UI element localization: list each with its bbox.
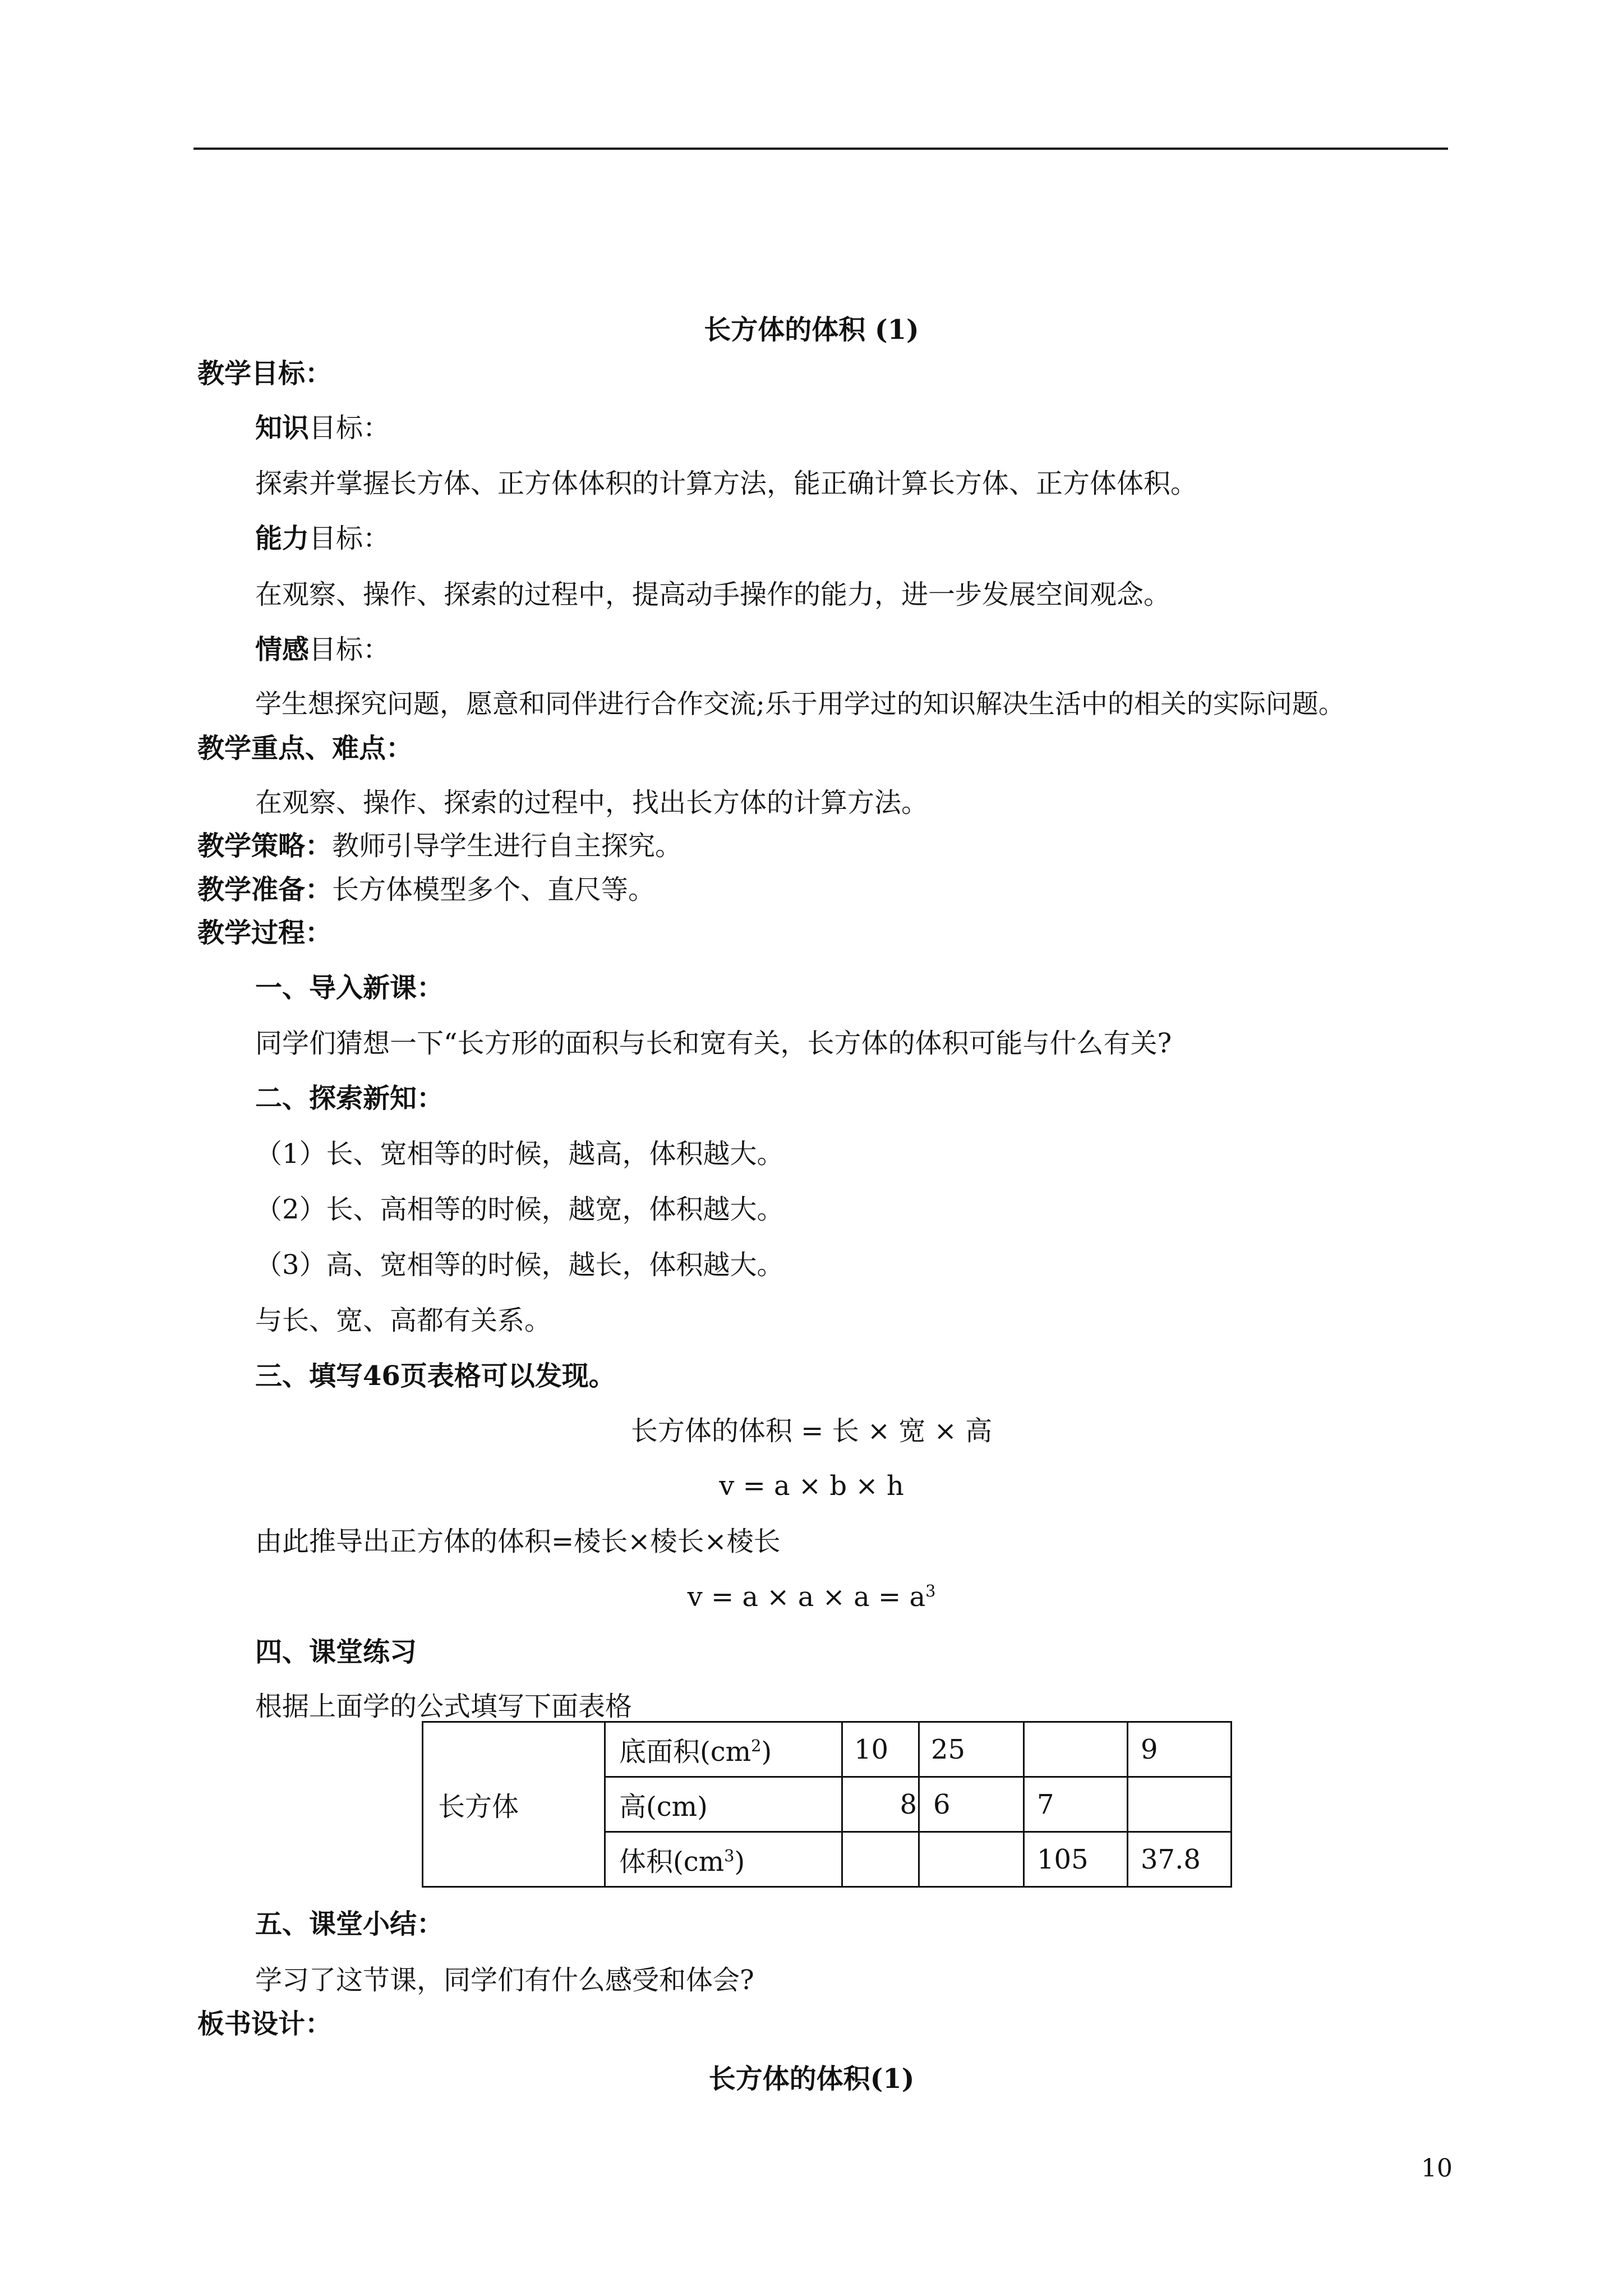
knowledge-suffix: 目标： bbox=[309, 412, 390, 444]
strategy-label: 教学策略： bbox=[197, 830, 333, 862]
ability-heading bbox=[255, 522, 390, 555]
prep-text: 长方体模型多个、直尺等。 bbox=[332, 874, 656, 905]
table-cell bbox=[1128, 1777, 1232, 1832]
table-row bbox=[423, 1722, 1232, 1777]
board-heading: 板书设计： bbox=[197, 2008, 333, 2040]
part5-text: 学习了这节课，同学们有什么感受和体会? bbox=[255, 1964, 754, 1996]
head-text: 底面积(cm bbox=[619, 1736, 751, 1768]
head-tail: ) bbox=[734, 1846, 745, 1878]
head-text: 体积(cm bbox=[619, 1846, 725, 1878]
strategy-line bbox=[197, 829, 682, 863]
ability-label: 能力 bbox=[255, 523, 310, 554]
part4-text: 根据上面学的公式填写下面表格 bbox=[255, 1691, 633, 1722]
formula-cube-body: v = a × a × a = a bbox=[687, 1581, 926, 1613]
practice-table bbox=[422, 1721, 1232, 1888]
page-number: 10 bbox=[1421, 2154, 1453, 2183]
part3-heading: 三、填写46页表格可以发现。 bbox=[255, 1360, 616, 1392]
part2-item: （2）长、高相等的时候，越宽，体积越大。 bbox=[255, 1194, 784, 1225]
head-sup: 2 bbox=[751, 1736, 762, 1755]
head-tail: ) bbox=[761, 1736, 772, 1768]
table-cell: 10 bbox=[842, 1722, 919, 1777]
table-row-head bbox=[605, 1722, 842, 1777]
table-cell bbox=[919, 1832, 1024, 1887]
part2-heading: 二、探索新知： bbox=[255, 1083, 444, 1114]
objectives-heading: 教学目标： bbox=[197, 358, 333, 389]
formula-cuboid-volume: 长方体的体积 = 长 × 宽 × 高 bbox=[630, 1415, 993, 1447]
part4-heading: 四、课堂练习 bbox=[255, 1636, 417, 1668]
process-heading: 教学过程： bbox=[197, 917, 333, 949]
table-cell: 6 bbox=[919, 1777, 1024, 1832]
formula-cube-exponent: 3 bbox=[925, 1581, 936, 1600]
table-cell: 37.8 bbox=[1128, 1832, 1232, 1887]
derive-text: 由此推导出正方体的体积=棱长×棱长×棱长 bbox=[255, 1526, 781, 1557]
part2-item: （3）高、宽相等的时候，越长，体积越大。 bbox=[255, 1249, 784, 1281]
ability-text: 在观察、操作、探索的过程中，提高动手操作的能力，进一步发展空间观念。 bbox=[255, 579, 1171, 610]
formula-cuboid-symbols: v = a × b × h bbox=[719, 1470, 904, 1502]
header-rule bbox=[193, 148, 1448, 150]
knowledge-heading bbox=[255, 411, 390, 445]
knowledge-text: 探索并掌握长方体、正方体体积的计算方法，能正确计算长方体、正方体体积。 bbox=[255, 468, 1198, 499]
page-title: 长方体的体积 (1) bbox=[704, 314, 919, 346]
ability-suffix: 目标： bbox=[309, 523, 390, 554]
strategy-text: 教师引导学生进行自主探究。 bbox=[332, 830, 683, 862]
emotion-heading bbox=[255, 633, 390, 666]
table-cell bbox=[842, 1832, 919, 1887]
emotion-text: 学生想探究问题，愿意和同伴进行合作交流;乐于用学过的知识解决生活中的相关的实际问题。 bbox=[255, 689, 1345, 720]
part5-heading: 五、课堂小结： bbox=[255, 1908, 444, 1940]
table-cell: 9 bbox=[1128, 1722, 1232, 1777]
head-text: 高(cm) bbox=[619, 1791, 708, 1823]
part2-conclusion: 与长、宽、高都有关系。 bbox=[255, 1305, 552, 1336]
table-cell: 7 bbox=[1024, 1777, 1128, 1832]
emotion-suffix: 目标： bbox=[309, 634, 390, 665]
head-sup: 3 bbox=[724, 1846, 735, 1865]
table-cell: 25 bbox=[919, 1722, 1024, 1777]
table-row-label: 长方体 bbox=[423, 1722, 605, 1887]
part2-item: （1）长、宽相等的时候，越高，体积越大。 bbox=[255, 1138, 784, 1170]
knowledge-label: 知识 bbox=[255, 412, 310, 444]
part1-text: 同学们猜想一下“长方形的面积与长和宽有关，长方体的体积可能与什么有关? bbox=[255, 1028, 1172, 1059]
board-title: 长方体的体积(1) bbox=[708, 2063, 915, 2095]
key-text: 在观察、操作、探索的过程中，找出长方体的计算方法。 bbox=[255, 787, 929, 818]
table-cell: 105 bbox=[1024, 1832, 1128, 1887]
table-cell bbox=[1024, 1722, 1128, 1777]
table-row-head bbox=[605, 1777, 842, 1832]
prep-label: 教学准备： bbox=[197, 874, 333, 905]
part1-heading: 一、导入新课： bbox=[255, 972, 444, 1004]
key-heading: 教学重点、难点： bbox=[197, 733, 413, 764]
table-cell: 8 bbox=[842, 1777, 919, 1832]
formula-cube bbox=[0, 1580, 1623, 1614]
prep-line bbox=[197, 873, 655, 907]
emotion-label: 情感 bbox=[255, 634, 310, 665]
table-row-head bbox=[605, 1832, 842, 1887]
